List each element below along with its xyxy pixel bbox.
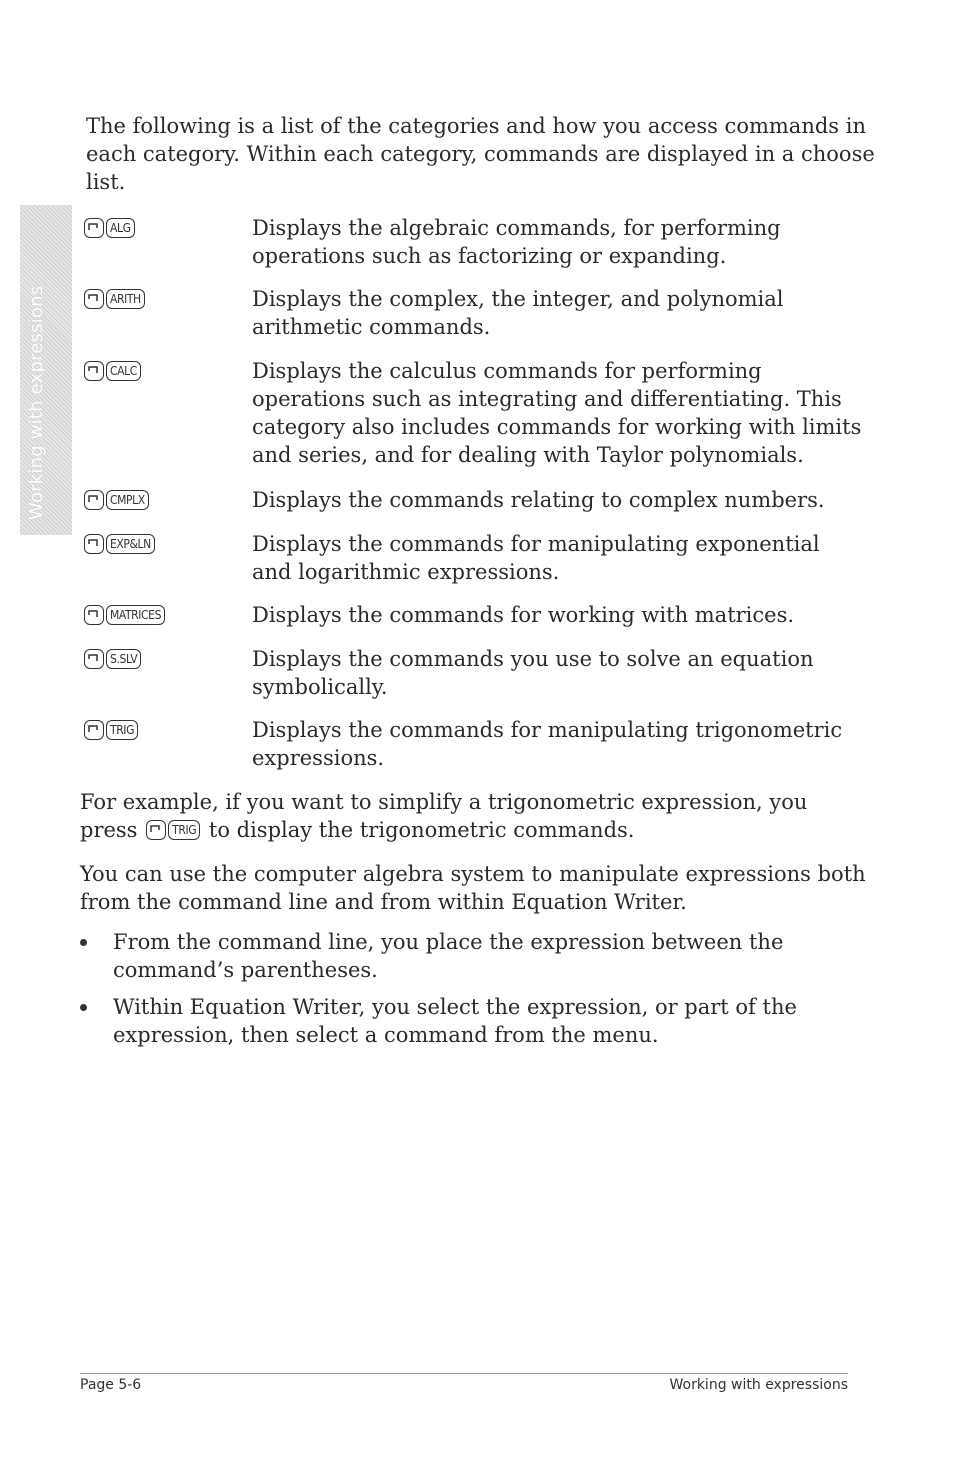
category-description: Displays the commands for manipulating trigonometric expressions.: [252, 718, 843, 770]
key-sequence: [84, 720, 138, 740]
key-sequence: [84, 218, 135, 238]
category-description: Displays the calculus commands for performing operations such as integrating and differentiating. This category also includes commands for working with limits and series, and for dealing with Taylor polynomials.: [252, 359, 862, 467]
category-description: Displays the algebraic commands, for performing operations such as factorizing or expanding.: [252, 216, 781, 268]
category-description: Displays the commands you use to solve an equation symbolically.: [252, 647, 814, 699]
exp-ln-key: EXP&LN: [106, 534, 155, 554]
left-shift-key-icon: [84, 490, 104, 510]
left-shift-key-icon: [146, 820, 166, 840]
right-shift-key-icon: [84, 534, 104, 554]
right-shift-key-icon: [84, 361, 104, 381]
trig-key: TRIG: [168, 820, 200, 840]
bullet-dot-icon: [80, 1004, 87, 1011]
bullet-text: Within Equation Writer, you select the expression, or part of the expression, then select a command from the menu.: [113, 995, 797, 1047]
matrices-key: MATRICES: [106, 605, 165, 625]
bullet-dot-icon: [80, 939, 87, 946]
category-description: Displays the commands relating to complex numbers.: [252, 488, 825, 512]
key-sequence: [84, 289, 145, 309]
calc-key: CALC: [106, 361, 141, 381]
footer-rule: [80, 1373, 848, 1374]
category-description: Displays the commands for manipulating exponential and logarithmic expressions.: [252, 532, 820, 584]
right-shift-key-icon: [84, 605, 104, 625]
trig-key: TRIG: [106, 720, 138, 740]
footer-section-title: Working with expressions: [669, 1377, 848, 1393]
category-description: Displays the commands for working with matrices.: [252, 603, 795, 627]
cas-paragraph: You can use the computer algebra system to manipulate expressions both from the command line and from within Equation Writer.: [80, 862, 866, 914]
intro-paragraph: The following is a list of the categories and how you access commands in each category. Within each category, commands are displayed in a choose list.: [86, 114, 875, 194]
category-description: Displays the complex, the integer, and polynomial arithmetic commands.: [252, 287, 784, 339]
side-tab-label: Working with expressions: [26, 285, 47, 520]
key-sequence: [84, 361, 141, 381]
footer-page-number: Page 5-6: [80, 1377, 142, 1393]
example-text-after: to display the trigonometric commands.: [208, 818, 635, 842]
key-sequence: [84, 534, 155, 554]
cmplx-key: CMPLX: [106, 490, 149, 510]
right-shift-key-icon: [84, 649, 104, 669]
s-slv-key: S.SLV: [106, 649, 141, 669]
left-shift-key-icon: [84, 218, 104, 238]
example-paragraph: [80, 788, 870, 844]
arith-key: ARITH: [106, 289, 145, 309]
key-sequence: [84, 490, 149, 510]
key-sequence: [84, 605, 165, 625]
example-text-before: For example, if you want to simplify a trigonometric expression, you press: [80, 790, 808, 842]
right-shift-key-icon: [84, 289, 104, 309]
bullet-text: From the command line, you place the expression between the command’s parentheses.: [113, 930, 784, 982]
key-sequence: [84, 649, 141, 669]
left-shift-key-icon: [84, 720, 104, 740]
inline-key-sequence: [146, 820, 200, 840]
alg-key: ALG: [106, 218, 135, 238]
